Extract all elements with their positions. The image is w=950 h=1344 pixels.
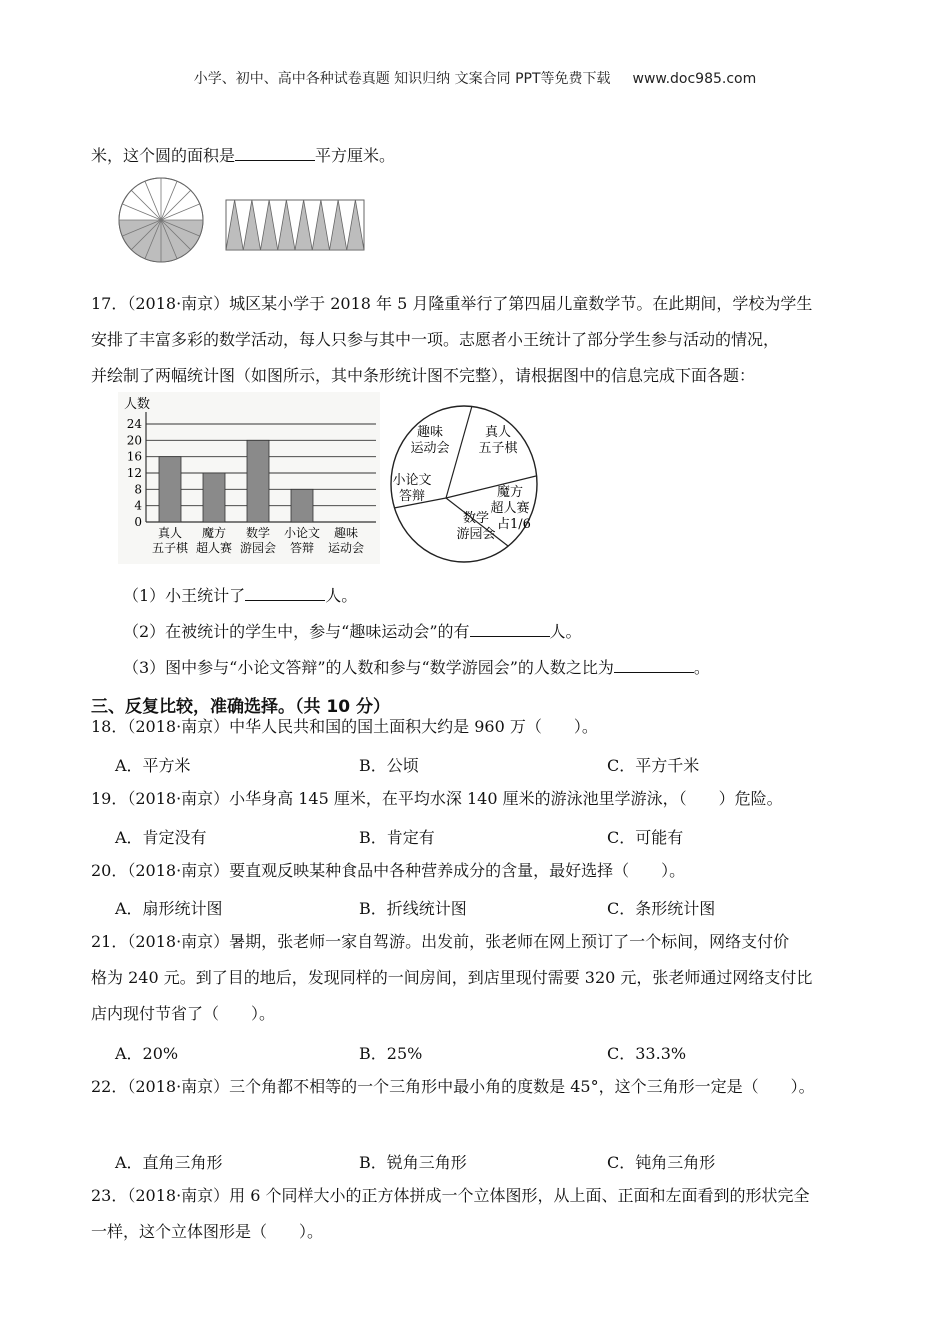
q20-option-a[interactable]: A．扇形统计图 xyxy=(115,899,223,918)
bar-x-label: 答辩 xyxy=(289,541,315,555)
pie-label: 趣味 xyxy=(416,425,444,440)
q23-line2: 一样，这个立体图形是（ ）。 xyxy=(91,1222,324,1241)
q19-text: 19．（2018·南京）小华身高 145 厘米，在平均水深 140 厘米的游泳池里学游泳，（ ）危险。 xyxy=(91,789,783,808)
header-text: 小学、初中、高中各种试卷真题 知识归纳 文案合同 PPT等免费下载 xyxy=(193,71,611,87)
q17-sub3-blank[interactable] xyxy=(614,658,694,673)
pie-label: 魔方 xyxy=(496,485,524,500)
pie-label: 数学 xyxy=(462,511,490,526)
q19-option-b[interactable]: B．肯定有 xyxy=(359,828,435,847)
pie-chart xyxy=(386,400,546,568)
q21-option-a[interactable]: A．20% xyxy=(115,1044,179,1063)
q22-option-a[interactable]: A．直角三角形 xyxy=(115,1153,223,1172)
q17-sub1-blank[interactable] xyxy=(245,586,325,601)
q20-option-b[interactable]: B．折线统计图 xyxy=(359,899,467,918)
bar-x-label: 小论文 xyxy=(283,526,321,540)
q17-sub2 xyxy=(123,622,582,642)
pie-label: 五子棋 xyxy=(478,441,518,456)
bar-x-label: 五子棋 xyxy=(151,541,189,555)
q17-sub3-pre: （3）图中参与“小论文答辩”的人数和参与“数学游园会”的人数之比为 xyxy=(123,658,614,677)
pie-label: 真人 xyxy=(484,425,512,440)
q21-line2: 格为 240 元。到了目的地后，发现同样的一间房间，到店里现付需要 320 元，张老师通过网络支付比 xyxy=(91,968,813,987)
q20-option-c[interactable]: C．条形统计图 xyxy=(607,899,716,918)
q23-line1: 23．（2018·南京）用 6 个同样大小的正方体拼成一个立体图形，从上面、正面和左面看到的形状完全 xyxy=(91,1186,810,1205)
pie-label: 超人赛 xyxy=(490,501,530,516)
q21-line3: 店内现付节省了（ ）。 xyxy=(91,1004,276,1023)
q17-sub3 xyxy=(123,658,710,678)
bar-y-tick-label: 8 xyxy=(134,482,142,497)
pie-label: 游园会 xyxy=(456,527,496,542)
pie-label: 小论文 xyxy=(392,473,432,488)
q17-line2: 安排了丰富多彩的数学活动，每人只参与其中一项。志愿者小王统计了部分学生参与活动的情况， xyxy=(91,330,780,349)
bar-y-tick-label: 0 xyxy=(134,515,142,529)
q17-sub2-pre: （2）在被统计的学生中，参与“趣味运动会”的有 xyxy=(123,622,470,641)
pie-annotation: 占1/6 xyxy=(497,517,531,532)
q22-option-c[interactable]: C．钝角三角形 xyxy=(607,1153,716,1172)
q16-answer-blank[interactable] xyxy=(235,146,315,161)
q17-sub1 xyxy=(123,586,357,606)
page-header xyxy=(0,68,950,88)
q17-sub2-post: 人。 xyxy=(549,622,582,641)
q17-sub1-post: 人。 xyxy=(325,586,358,605)
q19-option-a[interactable]: A．肯定没有 xyxy=(115,828,207,847)
q20-text: 20．（2018·南京）要直观反映某种食品中各种营养成分的含量，最好选择（ ）。 xyxy=(91,861,686,880)
bar-x-label: 超人赛 xyxy=(195,541,233,555)
bar-2 xyxy=(247,440,269,522)
q17-sub1-pre: （1）小王统计了 xyxy=(123,586,246,605)
bar-y-tick-label: 24 xyxy=(126,417,142,431)
bar-y-tick-label: 20 xyxy=(126,433,142,448)
q17-sub3-post: 。 xyxy=(693,658,710,677)
q17-line3: 并绘制了两幅统计图（如图所示，其中条形统计图不完整），请根据图中的信息完成下面各题： xyxy=(91,366,756,385)
q16-line xyxy=(91,146,395,166)
bar-3 xyxy=(291,489,313,522)
bar-y-tick-label: 4 xyxy=(134,498,142,513)
q17-line1: 17．（2018·南京）城区某小学于 2018 年 5 月隆重举行了第四届儿童数学节。在此期间，学校为学生 xyxy=(91,294,813,313)
header-url[interactable]: www.doc985.com xyxy=(632,71,757,87)
q17-sub2-blank[interactable] xyxy=(470,622,550,637)
q21-option-b[interactable]: B．25% xyxy=(359,1044,423,1063)
q22-text: 22．（2018·南京）三个角都不相等的一个三角形中最小角的度数是 45°，这个三角形一定是（ ）。 xyxy=(91,1077,815,1096)
pie-label: 运动会 xyxy=(410,441,450,456)
q19-option-c[interactable]: C．可能有 xyxy=(607,828,684,847)
bar-x-label: 魔方 xyxy=(201,526,227,540)
section3-title: 三、反复比较，准确选择。（共 10 分） xyxy=(91,697,390,717)
bar-y-tick-label: 12 xyxy=(126,466,142,480)
q21-option-c[interactable]: C．33.3% xyxy=(607,1044,687,1063)
q21-line1: 21．（2018·南京）暑期，张老师一家自驾游。出发前，张老师在网上预订了一个标间，网络支付价 xyxy=(91,932,790,951)
bar-x-label: 运动会 xyxy=(327,541,365,555)
q18-option-b[interactable]: B．公顷 xyxy=(359,756,419,775)
q16-text-post: 平方厘米。 xyxy=(315,146,396,165)
bar-0 xyxy=(159,457,181,522)
bar-x-label: 真人 xyxy=(157,526,183,540)
bar-x-label: 游园会 xyxy=(239,541,277,555)
circle-division-figure xyxy=(116,172,366,272)
bar-1 xyxy=(203,473,225,522)
bar-x-label: 数学 xyxy=(245,526,271,540)
bar-y-tick-label: 16 xyxy=(126,449,142,464)
bar-chart-ylabel: 人数 xyxy=(124,397,151,412)
q18-option-c[interactable]: C．平方千米 xyxy=(607,756,700,775)
q18-option-a[interactable]: A．平方米 xyxy=(115,756,191,775)
q16-text-pre: 米，这个圆的面积是 xyxy=(91,146,236,165)
bar-chart xyxy=(118,392,380,564)
bar-x-label: 趣味 xyxy=(333,526,359,540)
q18-text: 18．（2018·南京）中华人民共和国的国土面积大约是 960 万（ ）。 xyxy=(91,717,598,736)
pie-label: 答辩 xyxy=(398,489,426,504)
q22-option-b[interactable]: B．锐角三角形 xyxy=(359,1153,467,1172)
